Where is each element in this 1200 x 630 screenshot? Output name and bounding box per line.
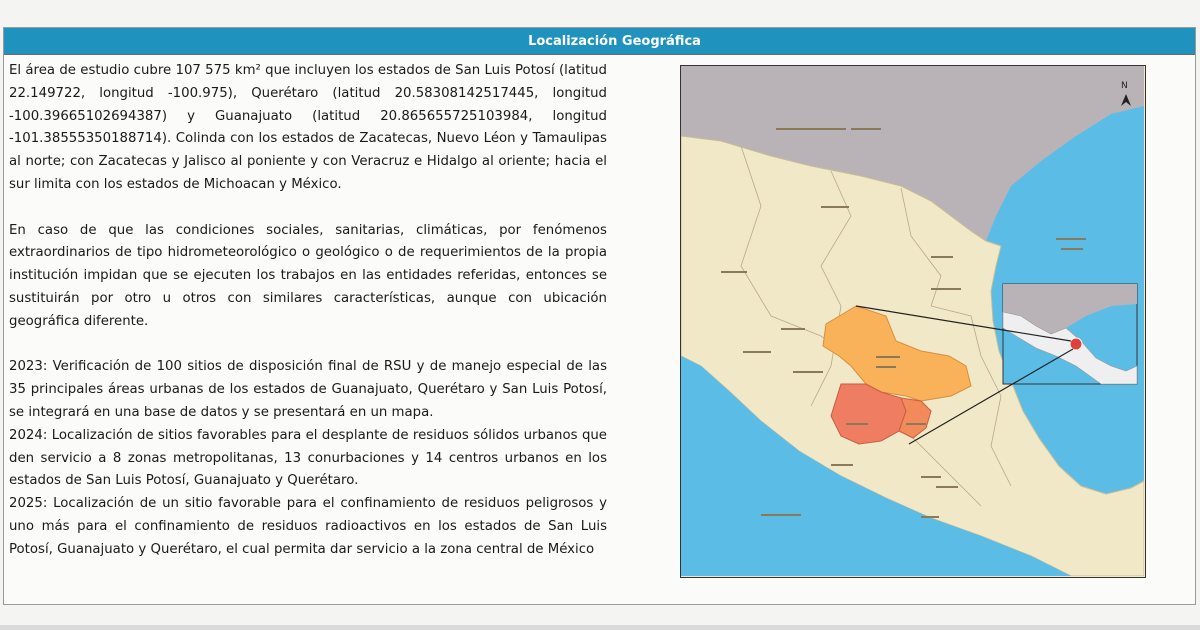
item-2023: 2023: Verificación de 100 sitios de disposición final de RSU y de manejo especial de las 35 principales áreas urbanas de los estados de Guanajuato, Querétaro y San Luis Potosí, se integrará en una base de datos y se presentará en un mapa. <box>9 359 607 420</box>
item-2025: 2025: Localización de un sitio favorable para el confinamiento de residuos peligrosos y uno más para el confinamiento de residuos radioactivos en los estados de San Luis Potosí, Guanajuato y Querétaro, el cual permita dar servicio a la zona central de México <box>9 496 607 557</box>
location-map <box>680 65 1146 578</box>
paragraph-study-area: El área de estudio cubre 107 575 km² que incluyen los estados de San Luis Potosí (latitud 22.149722, longitud -100.975), Querétaro (latitud 20.58308142517445, longitud -100.39665102694387) y Guanajuato (latitud 20.86565572510398​4, longitud -101.38555350188714). Colinda con los estados de Zacatecas, Nuevo Léon y Tamaulipas al norte; con Zacatecas y Jalisco al poniente y con Veracruz e Hidalgo al oriente; hacia el sur limita con los estados de Michoacan y México. <box>9 63 607 192</box>
inset-map <box>1003 284 1137 384</box>
document-page <box>3 27 1196 605</box>
section-header <box>4 28 1195 55</box>
paragraph-conditions: En caso de que las condiciones sociales, sanitarias, climáticas, por fenómenos extraordinarios de tipo hidrometeorológico o geológico o de requerimientos de la propia institución impidan que se ejecuten los trabajos en las entidades referidas, entonces se sustituirán por otro u otros con similares características, aunque con ubicación geográfica diferente. <box>9 222 607 329</box>
north-label: N <box>1121 81 1128 91</box>
bottom-border <box>0 625 1200 630</box>
map-graphic <box>681 66 1144 576</box>
body-text <box>9 60 607 562</box>
inset-highlight <box>1070 338 1082 350</box>
section-title: Localización Geográfica <box>528 33 701 49</box>
item-2024: 2024: Localización de sitios favorables para el desplante de residuos sólidos urbanos que den servicio a 8 zonas metropolitanas, 13 conurbaciones y 14 centros urbanos en los estados de San Luis Potosí, Guanajuato y Querétaro. <box>9 427 607 489</box>
